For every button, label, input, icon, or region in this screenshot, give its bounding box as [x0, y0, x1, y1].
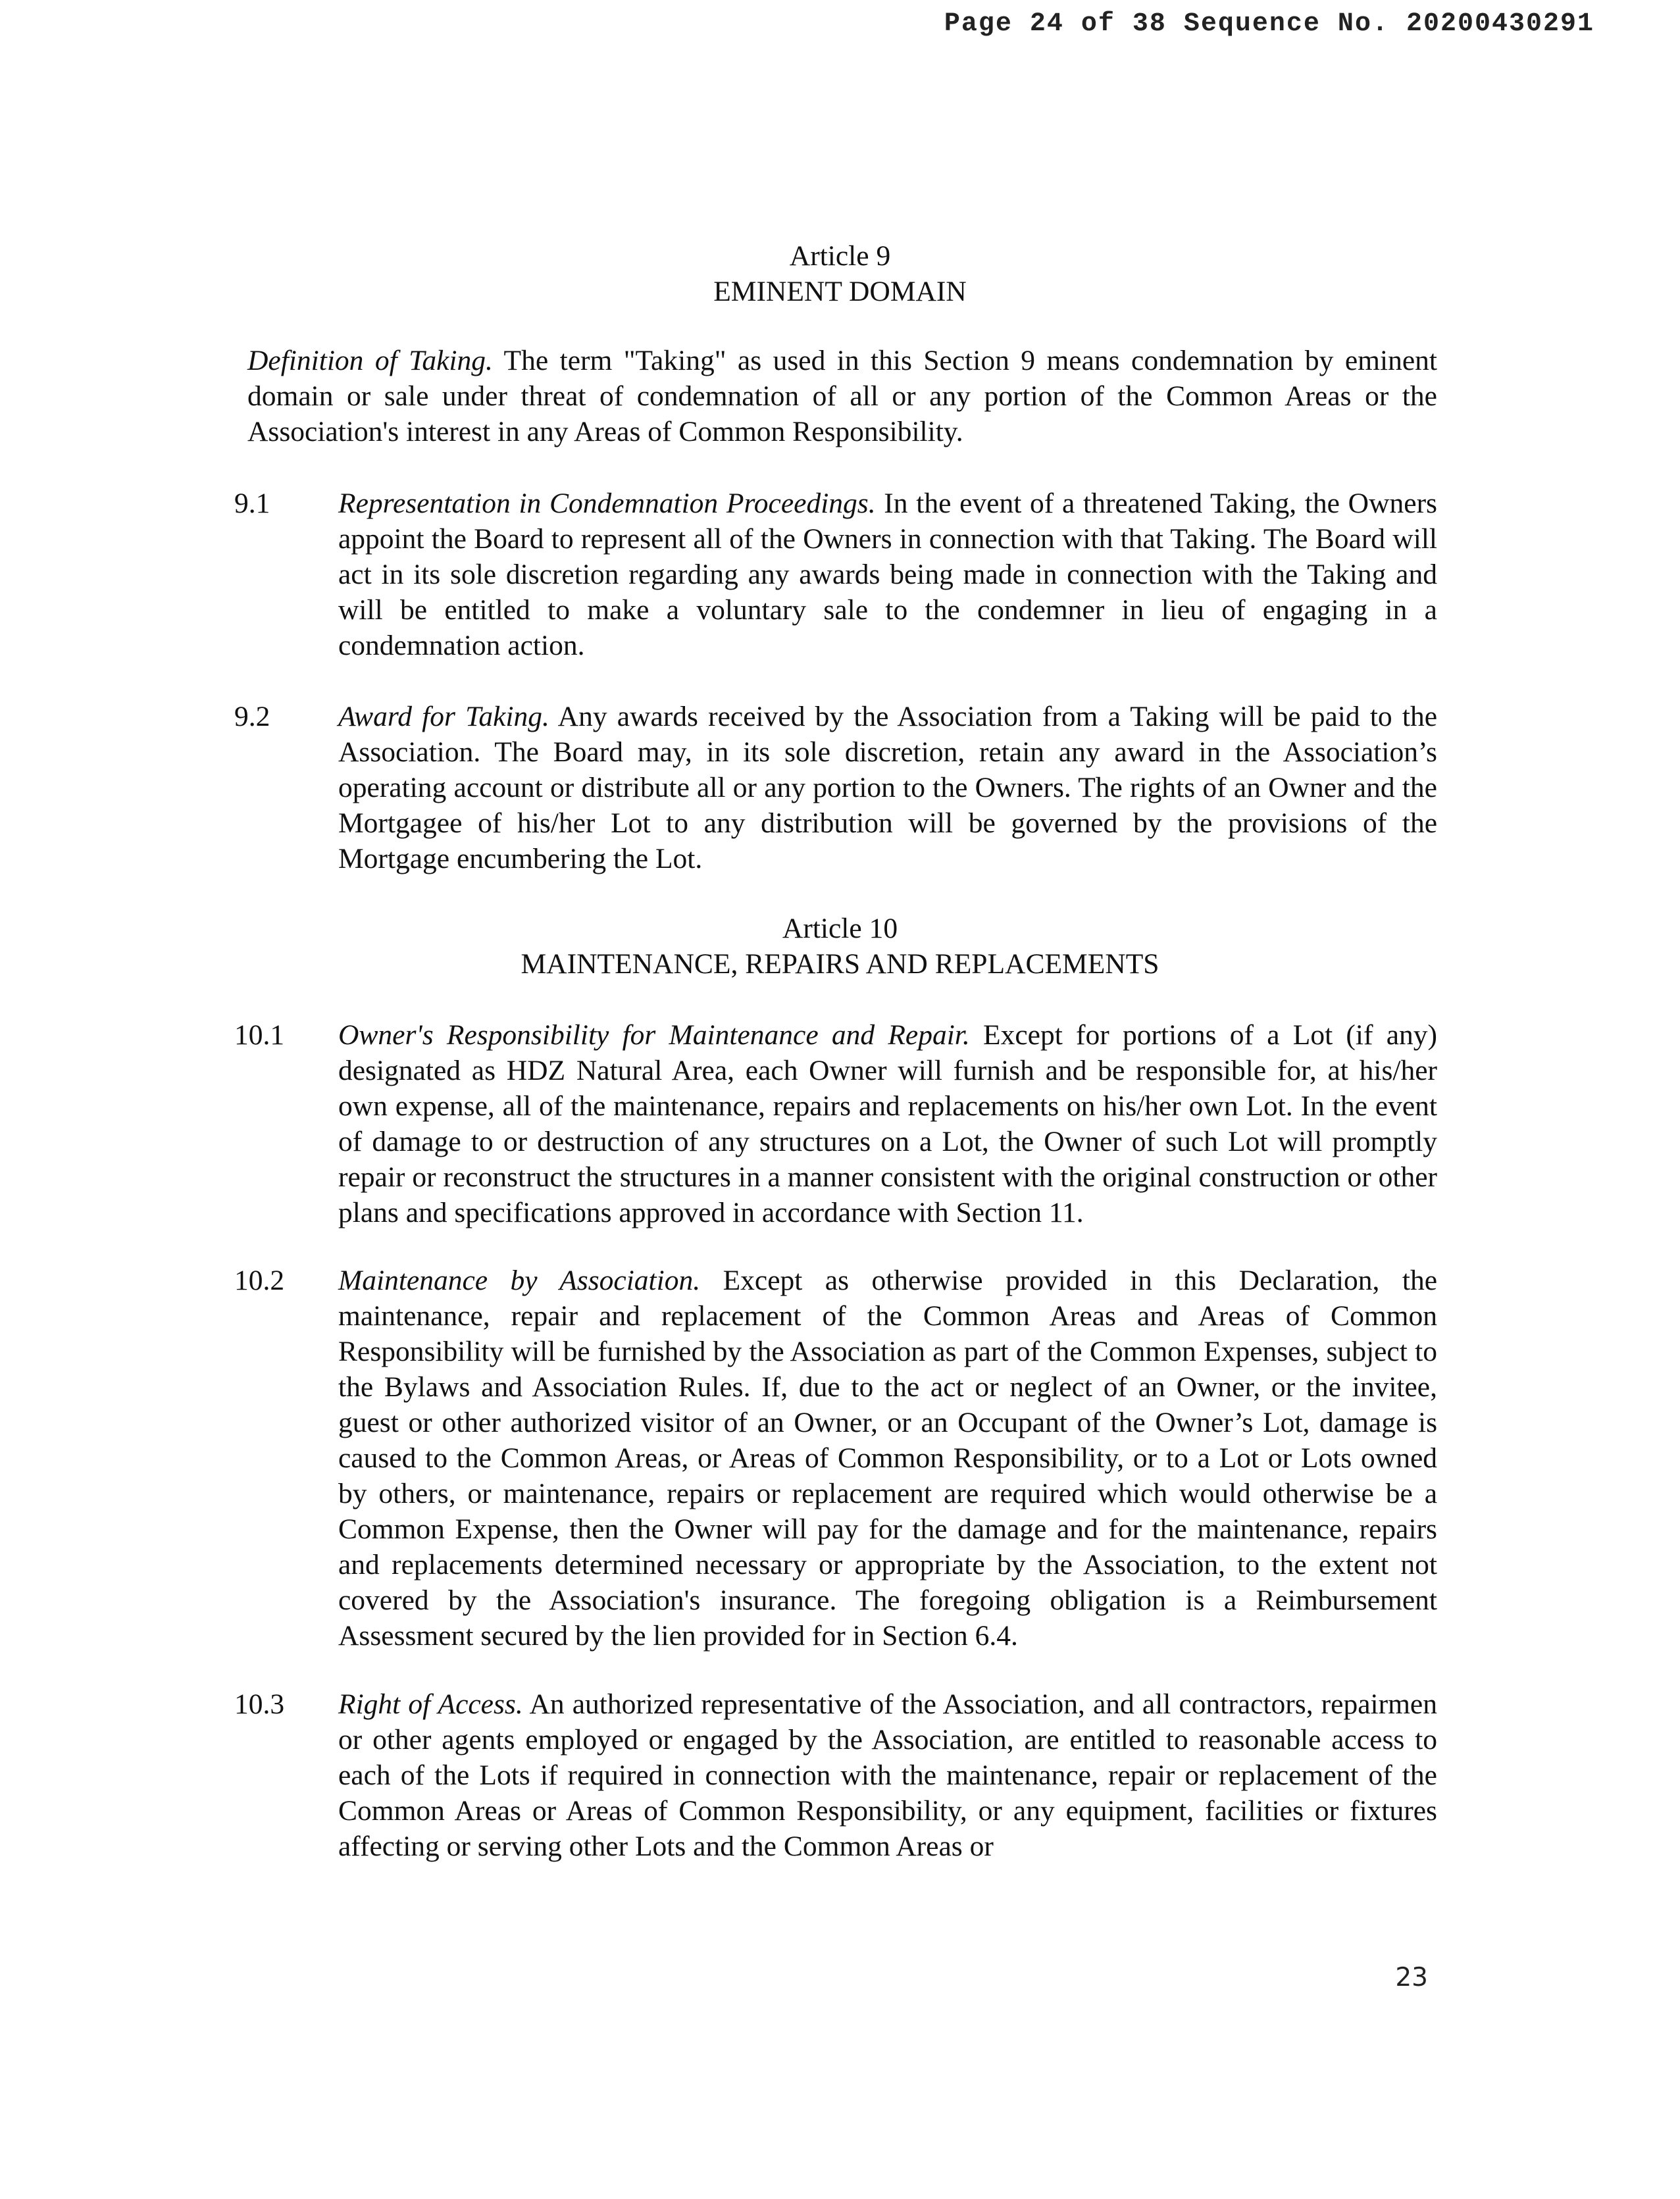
section-10-3-caption: Right of Access.: [338, 1688, 523, 1720]
section-10-3-text: An authorized representative of the Association, and all contractors, repairmen or other agents employed or engaged by the Association, are entitled to reasonable access to each of the Lots if required in connection with the maintenance, repair or replacement of the Common Areas or Areas of Common Responsibility, or any equipment, facilities or fixtures affecting or serving other Lots and the Common Areas or: [338, 1688, 1437, 1862]
article-10-heading: [0, 911, 1680, 982]
section-9-2-number: 9.2: [234, 701, 270, 732]
page-sequence-header: Page 24 of 38 Sequence No. 20200430291: [944, 9, 1594, 39]
section-9-2-caption: Award for Taking.: [338, 701, 549, 732]
article-9-title: EMINENT DOMAIN: [713, 276, 967, 307]
definition-text: The term "Taking" as used in this Section 9 means condemnation by eminent domain or sale under threat of condemnation of all or any portion of the Common Areas or the Association's interest in any Areas of Common Responsibility.: [247, 345, 1437, 447]
section-10-3-paragraph: [338, 1686, 1437, 1864]
section-9-2-paragraph: [338, 699, 1437, 876]
article-9-number: Article 9: [789, 240, 891, 272]
article-9-heading: [0, 238, 1680, 309]
section-10-2-caption: Maintenance by Association.: [338, 1265, 701, 1296]
section-10-3-number: 10.3: [234, 1688, 285, 1720]
section-10-1-paragraph: [338, 1017, 1437, 1230]
section-9-1-text: In the event of a threatened Taking, the Owners appoint the Board to represent all of the Owners in connection with that Taking. The Board will act in its sole discretion regarding any awards being made in connection with the Taking and will be entitled to make a voluntary sale to the condemner in lieu of engaging in a condemnation action.: [338, 488, 1437, 661]
section-9-1-number: 9.1: [234, 488, 270, 519]
section-9-1-paragraph: [338, 486, 1437, 663]
section-10-2-text: Except as otherwise provided in this Declaration, the maintenance, repair and replacement of the Common Areas and Areas of Common Responsibility will be furnished by the Association as part of the Common Expenses, subject to the Bylaws and Association Rules. If, due to the act or neglect of an Owner, or the invitee, guest or other authorized visitor of an Owner, or an Occupant of the Owner’s Lot, damage is caused to the Common Areas, or Areas of Common Responsibility, or to a Lot or Lots owned by others, or maintenance, repairs or replacement are required which would otherwise be a Common Expense, then the Owner will pay for the damage and for the maintenance, repairs and replacements determined necessary or appropriate by the Association, to the extent not covered by the Association's insurance. The foregoing obligation is a Reimbursement Assessment secured by the lien provided for in Section 6.4.: [338, 1265, 1438, 1652]
section-10-1-number: 10.1: [234, 1019, 285, 1051]
definition-of-taking-paragraph: [247, 343, 1437, 449]
section-9-1-caption: Representation in Condemnation Proceedings.: [338, 488, 876, 519]
section-10-1-caption: Owner's Responsibility for Maintenance and Repair.: [338, 1019, 970, 1051]
article-10-title: MAINTENANCE, REPAIRS AND REPLACEMENTS: [521, 948, 1159, 980]
section-10-1-text: Except for portions of a Lot (if any) designated as HDZ Natural Area, each Owner will furnish and be responsible for, at his/her own expense, all of the maintenance, repairs and replacements on his/her own Lot. In the event of damage to or destruction of any structures on a Lot, the Owner of such Lot will promptly repair or reconstruct the structures in a manner consistent with the original construction or other plans and specifications approved in accordance with Section 11.: [338, 1019, 1437, 1228]
page-number: 23: [1395, 1963, 1428, 1992]
section-10-2-number: 10.2: [234, 1265, 285, 1296]
article-10-number: Article 10: [782, 913, 898, 944]
section-9-2-text: Any awards received by the Association from a Taking will be paid to the Association. The Board may, in its sole discretion, retain any award in the Association’s operating account or distribute all or any portion to the Owners. The rights of an Owner and the Mortgagee of his/her Lot to any distribution will be governed by the provisions of the Mortgage encumbering the Lot.: [338, 701, 1437, 874]
definition-caption: Definition of Taking.: [247, 345, 493, 376]
section-10-2-paragraph: [338, 1263, 1437, 1654]
